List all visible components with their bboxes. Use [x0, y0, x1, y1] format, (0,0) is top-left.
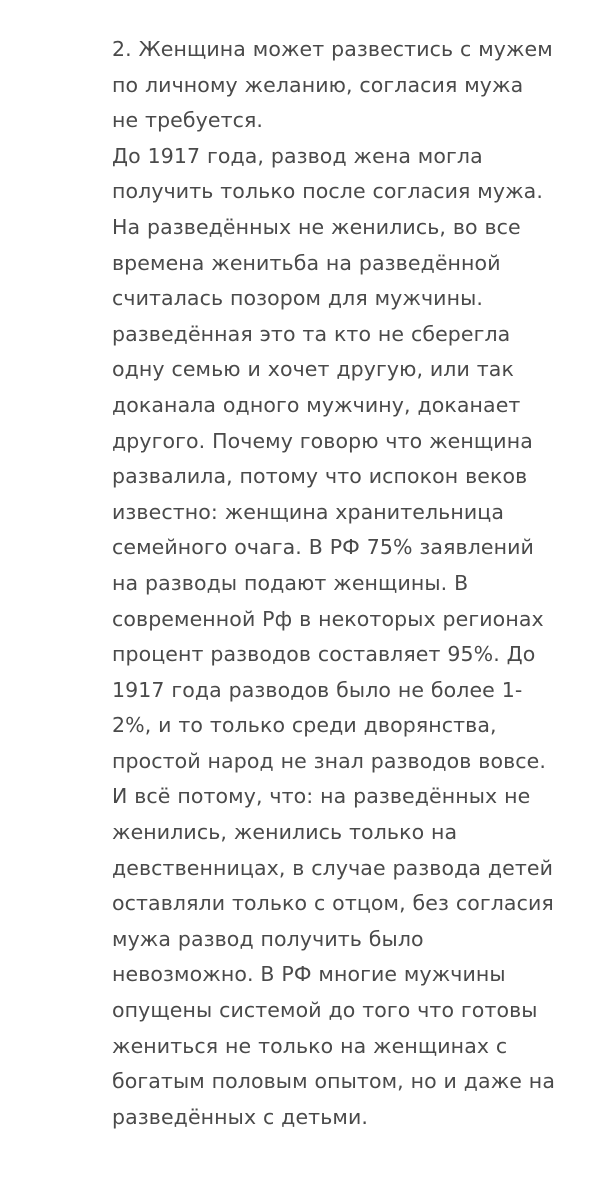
- paragraph-1: 2. Женщина может развестись с мужем по личному желанию, согласия мужа не требуется.: [112, 37, 553, 133]
- paragraph-2: До 1917 года, развод жена могла получить только после согласия мужа. На разведённых не женились, во все времена женитьба на разведённой считалась позором для мужчины. разведённая это та кто не сберегла одну семью и хочет другую, или так доканала одного мужчину, доканает другого. Почему говорю что женщина развалила, потому что испокон веков известно: женщина хранительница семейного очага. В РФ 75% заявлений на разводы подают женщины. В современной Рф в некоторых регионах процент разводов составляет 95%. До 1917 года разводов было не более 1-2%, и то только среди дворянства, простой народ не знал разводов вовсе. И всё потому, что: на разведённых не женились, женились только на девственницах, в случае развода детей оставляли только с отцом, без согласия мужа развод получить было невозможно. В РФ многие мужчины опущены системой до того что готовы жениться не только на женщинах с богатым половым опытом, но и даже на разведённых с детьми.: [112, 143, 555, 1129]
- document-text-body: [112, 32, 556, 1135]
